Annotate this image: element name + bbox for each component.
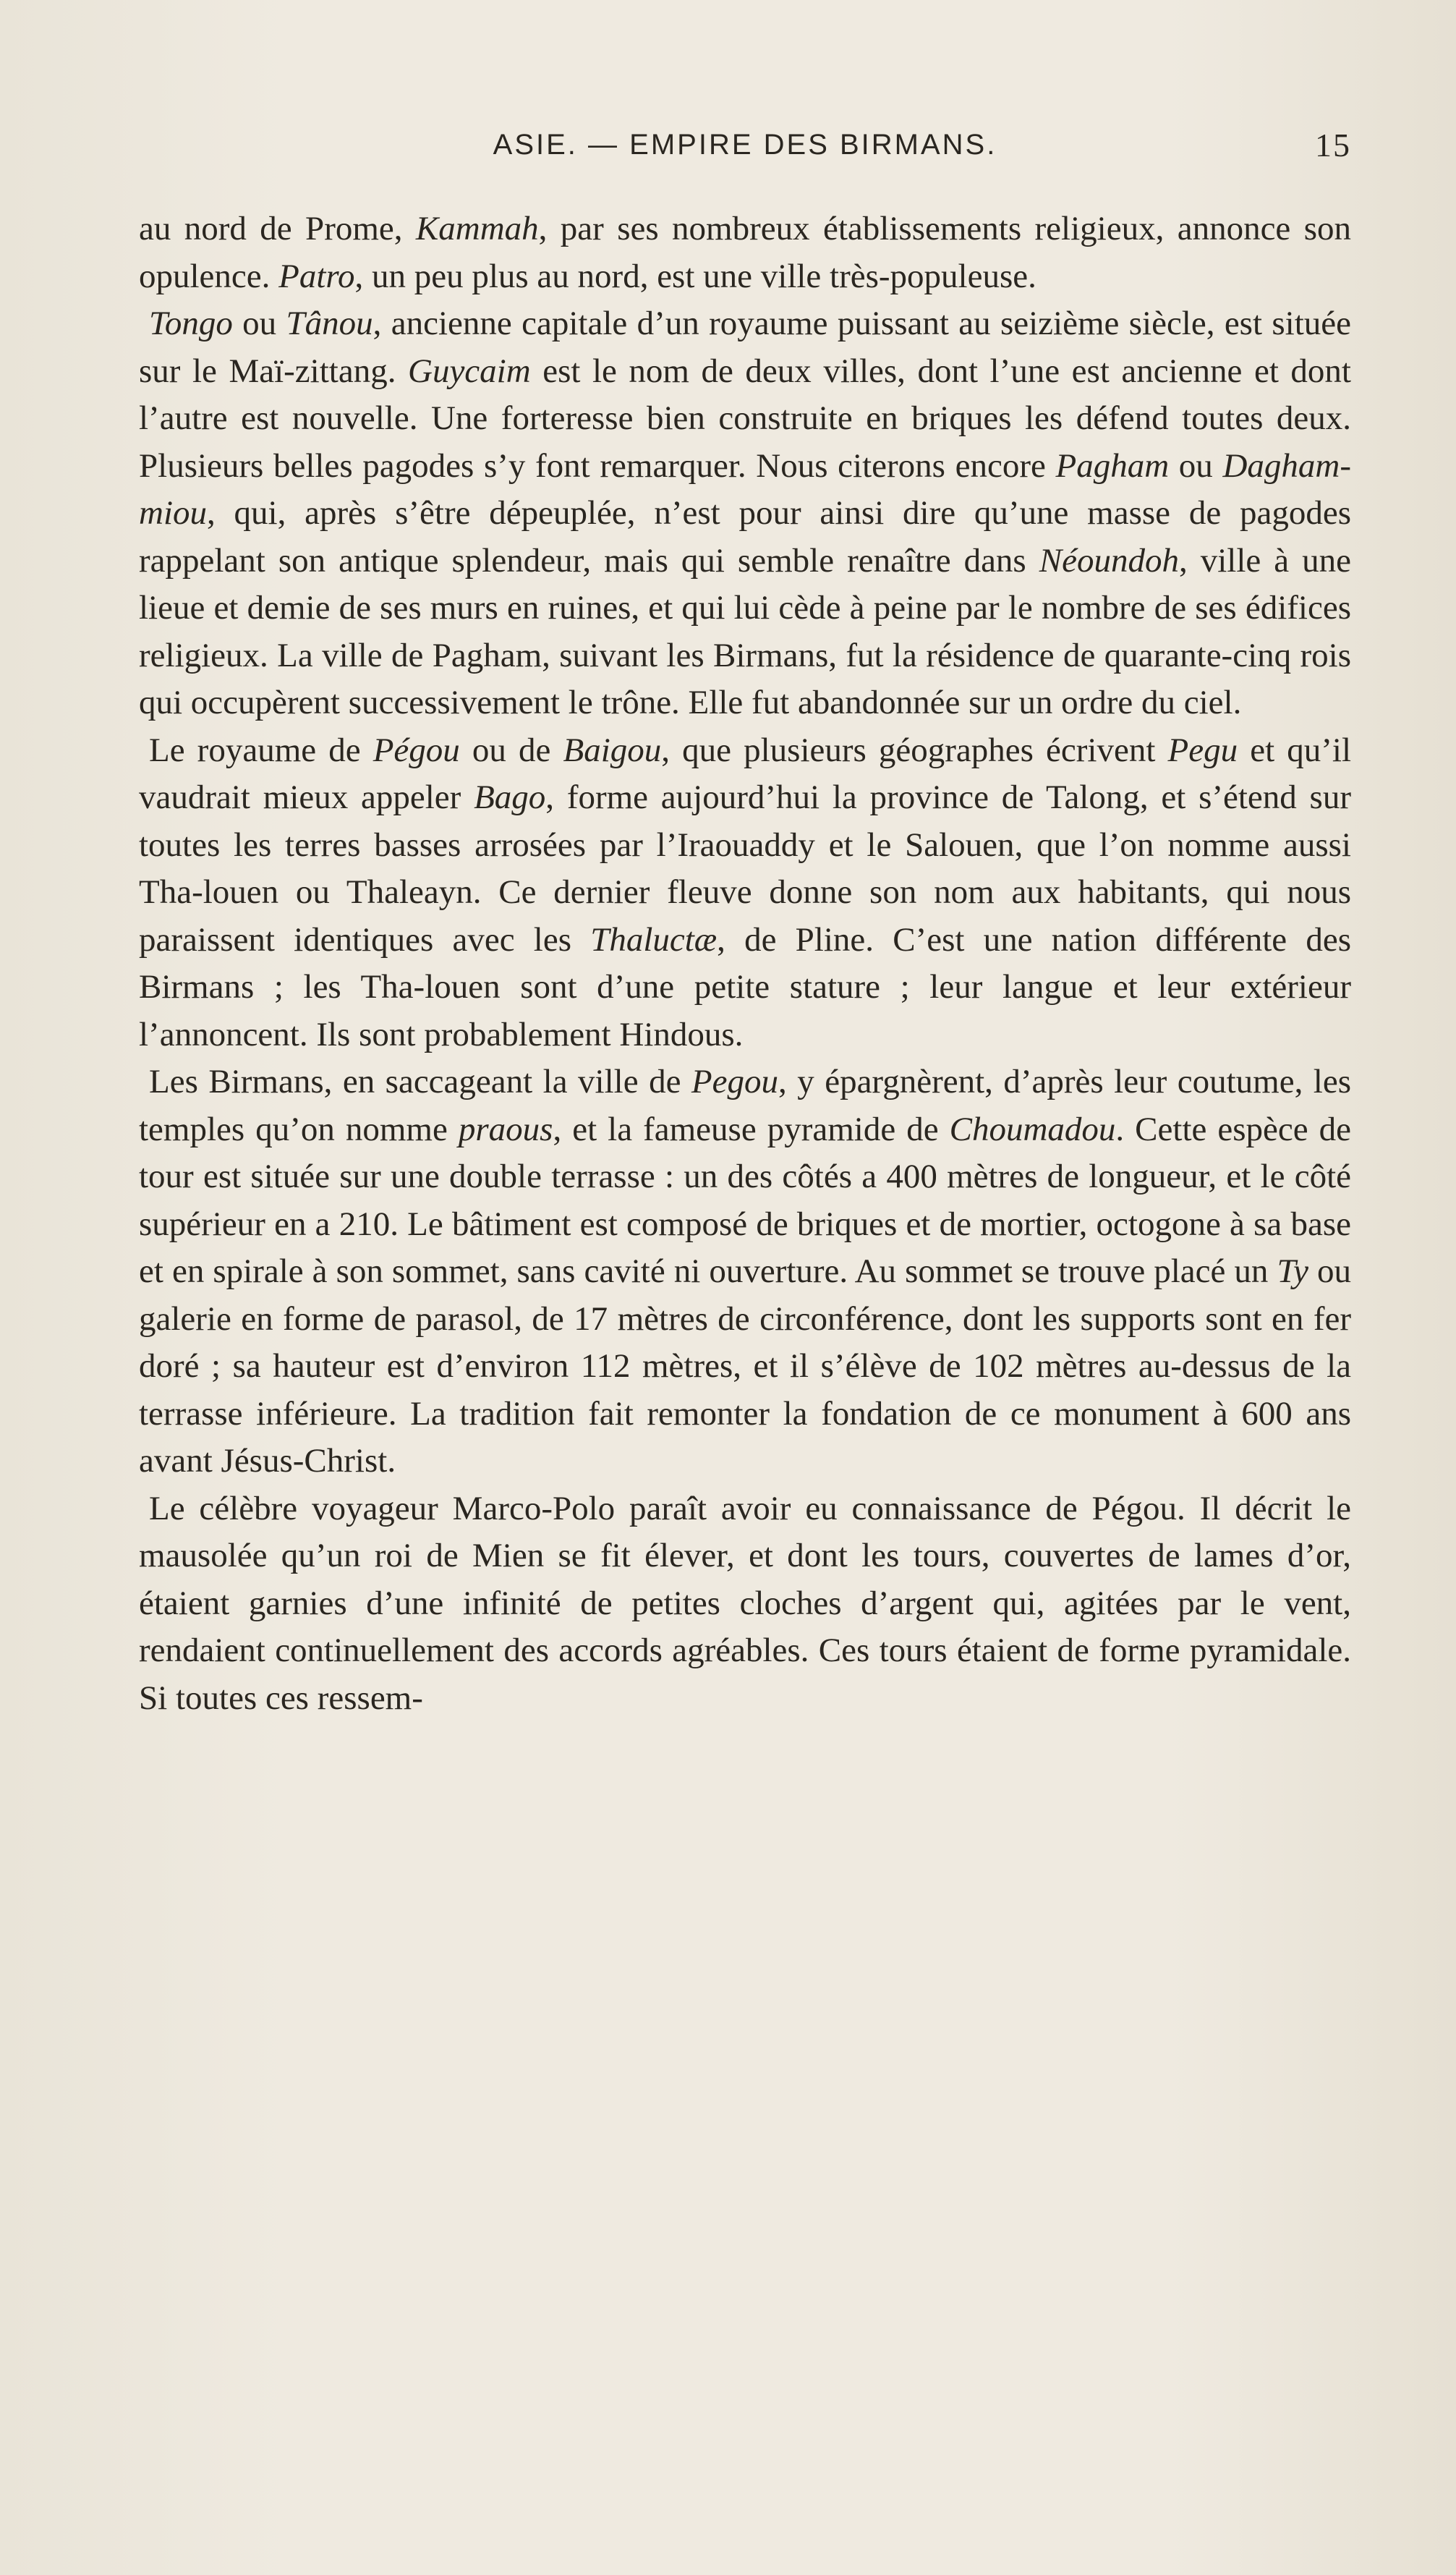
text-run: , ville à une lieue et demie de ses murs en ruines, et qui lui cède à peine par le nombre de ses édifices religieux. La ville de Pagham, suivant les Birmans, fut la résidence de quarante-cinq rois qui occupèrent successivement le trône. Elle fut abandonnée sur un ordre du ciel. — [139, 541, 1351, 721]
italic-term: Bago — [474, 779, 546, 816]
text-run: ou — [1169, 446, 1223, 485]
running-head — [139, 129, 1351, 179]
text-run: , qui, après s’être dépeuplée, n’est pour ainsi dire qu’une masse de pagodes rappelant son antique splendeur, mais qui semble renaître dans — [139, 494, 1351, 580]
text-run: , y épargnèrent, d’après leur coutume, les temples qu’on nomme — [139, 1063, 1352, 1148]
text-run: , par ses nombreux établissements religieux, annonce son opulence. — [139, 210, 1351, 295]
text-run: au nord de Prome, — [139, 210, 416, 247]
running-title: ASIE. — EMPIRE DES BIRMANS. — [493, 129, 997, 161]
text-run: ou galerie en forme de parasol, de 17 mètres de circonférence, dont les supports sont en fer doré ; sa hauteur est d’environ 112 mètres, et il s’élève de 102 mètres au-dessus de la terrasse inférieure. La tradition fait remonter la fondation de ce monument à 600 ans avant Jésus-Christ. — [139, 1252, 1352, 1480]
italic-term: Pégou — [372, 731, 460, 769]
italic-term: Choumadou — [949, 1110, 1116, 1148]
text-run: Le royaume de — [149, 731, 373, 769]
text-run: . Cette espèce de tour est située sur une double terrasse : un des côtés a 400 mètres de longueur, et le côté supérieur en a 210. Le bâtiment est composé de briques et de mortier, octogone à sa base et en spirale à son sommet, sans cavité ni ouverture. Au sommet se trouve placé un — [139, 1110, 1351, 1290]
text-run: ou — [232, 305, 286, 342]
italic-term: Kammah — [415, 210, 539, 247]
paragraph — [139, 205, 1351, 300]
italic-term: praous — [458, 1110, 553, 1148]
italic-term: Pagham — [1055, 446, 1170, 485]
italic-term: Guycaim — [408, 352, 531, 390]
text-run: , que plusieurs géographes écrivent — [661, 731, 1168, 769]
text-run: est le nom de deux villes, dont l’une est ancienne et dont l’autre est nouvelle. Une forteresse bien construite en briques les défend toutes deux. Plusieurs belles pagodes s’y font remarquer. Nous citerons encore — [139, 352, 1351, 485]
italic-term: Patro — [278, 257, 355, 295]
italic-term: Ty — [1277, 1252, 1308, 1290]
text-run: , de Pline. C’est une nation différente des Birmans ; les Tha-louen sont d’une petite stature ; leur langue et leur extérieur l’annoncent. Ils sont probablement Hindous. — [139, 920, 1351, 1053]
text-run: Les Birmans, en saccageant la ville de — [149, 1063, 691, 1100]
italic-term: Néoundoh — [1039, 541, 1179, 580]
italic-term: Tânou — [286, 305, 373, 342]
text-run: , et la fameuse pyramide de — [553, 1110, 950, 1148]
italic-term: Dagham-miou — [139, 446, 1352, 532]
text-run: Le célèbre voyageur Marco-Polo paraît avoir eu connaissance de Pégou. Il décrit le mausolée qu’un roi de Mien se fit élever, et dont les tours, couvertes de lames d’or, étaient garnies d’une infinité de petites cloches d’argent qui, agitées par le vent, rendaient continuellement des accords agréables. Ces tours étaient de forme pyramidale. Si toutes ces ressem- — [139, 1489, 1351, 1717]
text-run: , forme aujourd’hui la province de Talong, et s’étend sur toutes les terres basses arrosées par l’Iraouaddy et le Salouen, que l’on nomme aussi Tha-louen ou Thaleayn. Ce dernier fleuve donne son nom aux habitants, qui nous paraissent identiques avec les — [139, 779, 1352, 959]
italic-term: Pegou — [691, 1063, 778, 1100]
page-number: 15 — [1315, 127, 1351, 164]
paragraph — [139, 727, 1351, 1059]
italic-term: Thaluctæ — [590, 920, 718, 959]
paragraph — [139, 1485, 1351, 1723]
text-run: et qu’il vaudrait mieux appeler — [139, 731, 1351, 816]
paragraph — [139, 300, 1351, 727]
text-run: ou de — [459, 731, 563, 769]
text-run: , ancienne capitale d’un royaume puissant au seizième siècle, est située sur le Maï-zittang. — [139, 305, 1352, 390]
text-run: , un peu plus au nord, est une ville très-populeuse. — [354, 257, 1036, 295]
italic-term: Tongo — [149, 305, 233, 342]
paragraph — [139, 1059, 1351, 1485]
italic-term: Baigou — [563, 731, 662, 769]
italic-term: Pegu — [1167, 731, 1238, 769]
body-text — [139, 205, 1351, 1722]
